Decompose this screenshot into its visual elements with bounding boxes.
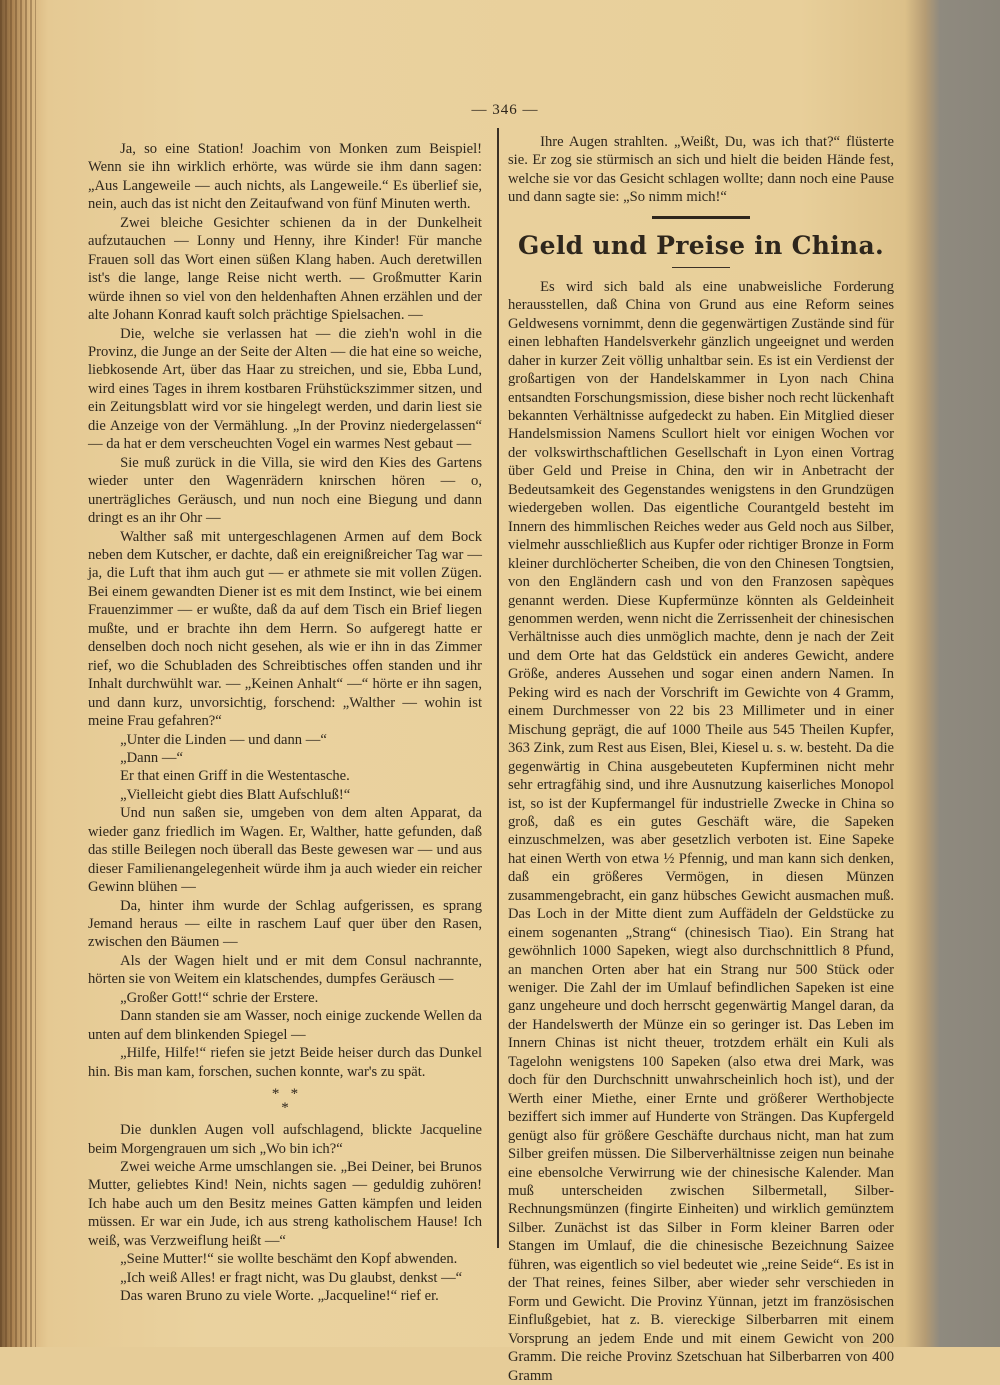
paragraph: „Hilfe, Hilfe!“ riefen sie jetzt Beide heiser durch das Dunkel hin. Bis man kam, forschen, suchen konnte, war's zu spät.	[88, 1045, 482, 1080]
section-break-asterism	[88, 1087, 482, 1115]
dialogue-line: „Unter die Linden — und dann —“	[120, 731, 327, 748]
title-underline-rule	[672, 267, 730, 268]
story-ending-paragraph: Ihre Augen strahlten. „Weißt, Du, was ich that?“ flüsterte sie. Er zog sie stürmisch an sich und hielt die beiden Hände fest, welche sie vor das Gesicht schlagen wollte; dann noch eine Pause und dann sagte sie: „So nimm mich!“	[508, 134, 894, 206]
paragraph: Das waren Bruno zu viele Worte. „Jacqueline!“ rief er.	[120, 1288, 439, 1305]
paragraph: Ja, so eine Station! Joachim von Monken zum Beispiel! Wenn sie ihn wirklich erhörte, was würde sie ihm dann sagen: „Aus Langeweile — auch nichts, als Langeweile.“ Es überlief sie, nein, auch das ist nicht den Zeitaufwand von fünf Minuten werth.	[88, 141, 482, 213]
paragraph: Als der Wagen hielt und er mit dem Consul nachrannte, hörten sie von Weitem ein klatschendes, dumpfes Geräusch —	[88, 952, 482, 988]
dialogue-line: „Seine Mutter!“ sie wollte beschämt den Kopf abwenden.	[120, 1251, 458, 1268]
page-number: — 346 —	[471, 102, 539, 118]
paragraph: Da, hinter ihm wurde der Schlag aufgerissen, es sprang Jemand heraus — eilte in raschem Lauf quer über den Rasen, zwischen den Bäumen —	[88, 897, 482, 951]
dialogue-line: „Vielleicht giebt dies Blatt Aufschluß!“	[120, 786, 351, 803]
right-column	[508, 133, 894, 1385]
dialogue-line: „Dann —“	[120, 749, 183, 766]
column-divider	[497, 128, 499, 1248]
asterism-bottom: *	[281, 1100, 289, 1117]
paragraph: Die dunklen Augen voll aufschlagend, blickte Jacqueline beim Morgengrauen um sich „Wo bin ich?“	[88, 1122, 482, 1157]
left-column	[88, 140, 482, 1306]
paragraph: Dann standen sie am Wasser, noch einige zuckende Wellen da unten auf dem blinkenden Spiegel —	[88, 1008, 482, 1043]
book-binding-edge	[0, 0, 36, 1347]
paragraph: Zwei weiche Arme umschlangen sie. „Bei Deiner, bei Brunos Mutter, geliebtes Kind! Nein, nichts sagen — geduldig zuhören! Ich habe auch um den Besitz meines Gatten kämpfen und leiden müssen. Er war ein Jude, ich aus streng katholischem Hause! Ich weiß, was Verzweiflung heißt —“	[88, 1159, 482, 1249]
dialogue-line: „Großer Gott!“ schrie der Erstere.	[120, 989, 319, 1006]
article-body: Es wird sich bald als eine unabweisliche Forderung herausstellen, daß China von Grund aus eine Reform seines Geldwesens vornimmt, denn die gegenwärtigen Zustände sind für einen lebhaften Handelsverkehr gänzlich ungeeignet und werden daher in kurzer Zeit völlig unhaltbar sein. Es ist ein Verdienst der großartigen von der Handelskammer in Lyon nach China entsandten Forschungsmission, diese bisher noch recht lückenhaft bekannten Verhältnisse aufgedeckt zu haben. Ein Mitglied dieser Handelsmission Namens Scullort hielt vor einigen Wochen vor der volkswirthschaftlichen Gesellschaft in Lyon einen Vortrag über Geld und Preise in China, den wir in Anbetracht der Bedeutsamkeit des Gegenstandes wenigstens in den Grundzügen wiedergeben wollen. Das eigentliche Courantgeld besteht im Innern des himmlischen Reiches weder aus Geld noch aus Silber, vielmehr ausschließlich aus Kupfer oder richtiger Bronze in Form kleiner durchlöcherter Scheiben, die von den Chinesen Tongtsien, von den Engländern cash und von den Franzosen sapèques genannt werden. Diese Kupfermünze könnten als Geldeinheit genommen werden, wenn nicht die Zerrissenheit der chinesischen Verhältnisse auch dies unmöglich machte, denn je nach der Zeit und dem Orte hat das Geldstück ein anderes Gewicht, andere Größe, anderes Aussehen und sogar einen andern Namen. In Peking wird es nach der Vorschrift im Gewichte von 4 Gramm, einem Durchmesser von 22 bis 23 Millimeter und in einer Mischung geprägt, die auf 1000 Theile aus 545 Theilen Kupfer, 363 Zink, zum Rest aus Eisen, Blei, Kiesel u. s. w. besteht. Da die gegenwärtig in China ausgebeuteten Kupferminen nicht mehr sehr ertragfähig sind, und ihre Ausnutzung kaiserliches Monopol ist, so ist der Kupfermangel für industrielle Zwecke in China so groß, daß es ein gutes Geschäft wäre, die Sapeken einzuschmelzen, was aber gesetzlich verboten ist. Eine Sapeke hat einen Werth von etwa ½ Pfennig, und man kann sich denken, daß ein größeres Vermögen, in diesen Münzen zusammengebracht, ein ganz hübsches Gewicht ausmachen muß. Das Loch in der Mitte dient zum Auffädeln der Geldstücke zu einem sogenanten „Strang“ (chinesisch Tiao). Ein Strang hat gewöhnlich 1000 Sapeken, wiegt also durchschnittlich 8 Pfund, an manchen Orten aber hat ein Strang nur 500 Stück oder weniger. Die Zahl der im Umlauf befindlichen Sapeken ist eine ganz ungeheure und doch herrscht gegenwärtig Mangel daran, da der Handelswerth der Münze ein so geringer ist. Das Leben im Innern Chinas ist nicht theuer, trotzdem erhält ein Kuli als Tagelohn wenigstens 100 Sapeken (also etwa drei Mark, was doch für den Durchschnitt unwahrscheinlich hoch ist), und der Werth einer Miethe, einer Ernte und größerer Werthobjecte beziffert sich immer auf Hunderte von Strängen. Das Kupfergeld genügt also für größere Geschäfte durchaus nicht, man hat zum Silber greifen müssen. Die Silberverhältnisse zeigen nun beinahe eine ebensolche Verwirrung wie der chinesische Kalender. Man muß unterscheiden zwischen Silbermetall, Silber-Rechnungsmünzen (fingirte Einheiten) und wirklich gemünztem Silber. Zunächst ist das Silber in Form kleiner Barren oder Stangen im Umlauf, die die chinesische Bezeichnung Saizee führen, was eigentlich so viel bedeutet wie „reine Seide“. Es ist in der That reines, feines Silber, aber wieder sehr verschieden in Form und Gewicht. Die Provinz Yünnan, jetzt im französischen Einflußgebiet, hat z. B. viereckige Silberbarren mit einem Vorsprung an jedem Ende und mit einem Gewicht von 200 Gramm. Die reiche Provinz Szetschuan hat Silberbarren von 400 Gramm	[508, 278, 894, 1384]
paragraph: Zwei bleiche Gesichter schienen da in der Dunkelheit aufzutauchen — Lonny und Henny, ihre Kinder! Für manche Frauen soll das Wort einen süßen Klang haben. Auch deretwillen ist's die lange, lange Reise nicht werth. — Großmutter Karin würde ihnen so viel von den heldenhaften Ahnen erzählen und der alte Johann Konrad kauft solch prächtige Spielsachen. —	[88, 214, 482, 324]
paragraph: Und nun saßen sie, umgeben von dem alten Apparat, da wieder ganz friedlich im Wagen. Er, Walther, hatte gefunden, daß das stille Beilegen noch überall das Beste gewesen war — und aus dieser Familienangelegenheit würde ihm ja auch wieder ein reicher Gewinn blühen —	[88, 805, 482, 896]
separator-rule	[652, 216, 750, 219]
paragraph: Er that einen Griff in die Westentasche.	[120, 768, 350, 785]
dialogue-line: „Ich weiß Alles! er fragt nicht, was Du glaubst, denkst —“	[120, 1269, 463, 1286]
paragraph: Sie muß zurück in die Villa, sie wird den Kies des Gartens wieder unter den Wagenrädern knirschen hören — o, unerträgliches Geräusch, und nun noch eine Biegung und dann dringt es an ihr Ohr —	[88, 454, 482, 527]
article-title: Geld und Preise in China.	[517, 230, 885, 260]
asterism-top: * *	[271, 1086, 299, 1103]
paragraph: Walther saß mit untergeschlagenen Armen auf dem Bock neben dem Kutscher, er dachte, daß ein ereignißreicher Tag war — ja, die Luft that ihm auch gut — er athmete sie mit vollen Zügen. Bei einem gewandten Diener ist es mit dem Instinct, wie bei einem Frauenzimmer — er wußte, daß da auf dem Tisch ein Brief liegen mußte, und er brachte ihn dem Herrn. So aufgeregt hatte er denselben doch noch nicht gesehen, als wie er ihn in das Zimmer rief, wo die Schubladen des Schreibtisches offen standen und ihr Inhalt durchwühlt war. — „Keinen Anhalt“ —“ hörte er ihn sagen, und dann kurz, unvorsichtig, forschend: „Walther — wohin ist meine Frau gefahren?“	[88, 528, 482, 730]
paragraph: Die, welche sie verlassen hat — die zieh'n wohl in die Provinz, die Junge an der Seite der Alten — die hat eine so weiche, liebkosende Art, über das Haar zu streichen, und sie, Ebba Lund, wird eines Tages in ihrem kostbaren Frühstückszimmer sitzen, und ein Zeitungsblatt wird vor sie hingelegt werden, und darin liest sie die Anzeige von der Vermählung. „In der Provinz niedergelassen“ — da hat er dem verscheuchten Vogel ein warmes Nest gebaut —	[88, 325, 482, 453]
